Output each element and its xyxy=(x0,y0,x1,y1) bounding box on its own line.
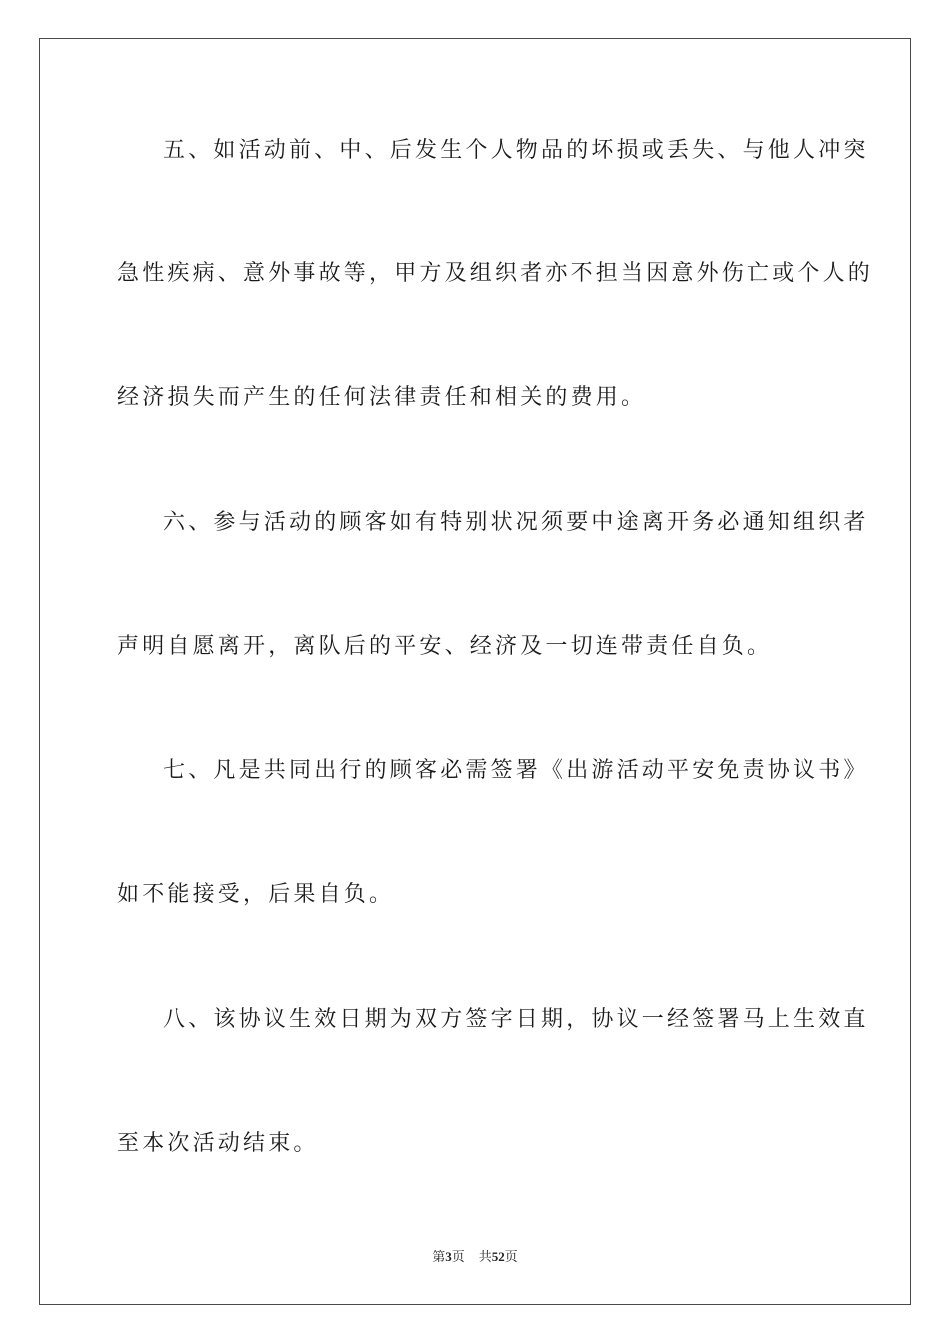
page-border xyxy=(39,38,911,1305)
page-footer xyxy=(0,1248,950,1266)
paragraph-7-line-2: 如不能接受，后果自负。 xyxy=(117,882,395,907)
total-suffix: 页 xyxy=(504,1249,518,1264)
paragraph-6-line-1: 六、参与活动的顾客如有特别状况须要中途离开务必通知组织者 xyxy=(163,510,869,535)
paragraph-5-line-3: 经济损失而产生的任何法律责任和相关的费用。 xyxy=(117,385,647,410)
paragraph-6-line-2: 声明自愿离开，离队后的平安、经济及一切连带责任自负。 xyxy=(117,634,773,659)
paragraph-8-line-1: 八、该协议生效日期为双方签字日期，协议一经签署马上生效直 xyxy=(163,1007,869,1032)
page-number: 3 xyxy=(445,1249,452,1264)
total-prefix: 共 xyxy=(478,1249,492,1264)
paragraph-7-line-1: 七、凡是共同出行的顾客必需签署《出游活动平安免责协议书》 xyxy=(163,758,869,783)
paragraph-8-line-2: 至本次活动结束。 xyxy=(117,1131,319,1156)
total-pages: 52 xyxy=(491,1249,505,1264)
page-prefix: 第 xyxy=(432,1249,446,1264)
paragraph-5-line-1: 五、如活动前、中、后发生个人物品的坏损或丢失、与他人冲突 xyxy=(163,138,869,163)
page-suffix: 页 xyxy=(451,1249,465,1264)
paragraph-5-line-2: 急性疾病、意外事故等，甲方及组织者亦不担当因意外伤亡或个人的 xyxy=(117,261,874,286)
